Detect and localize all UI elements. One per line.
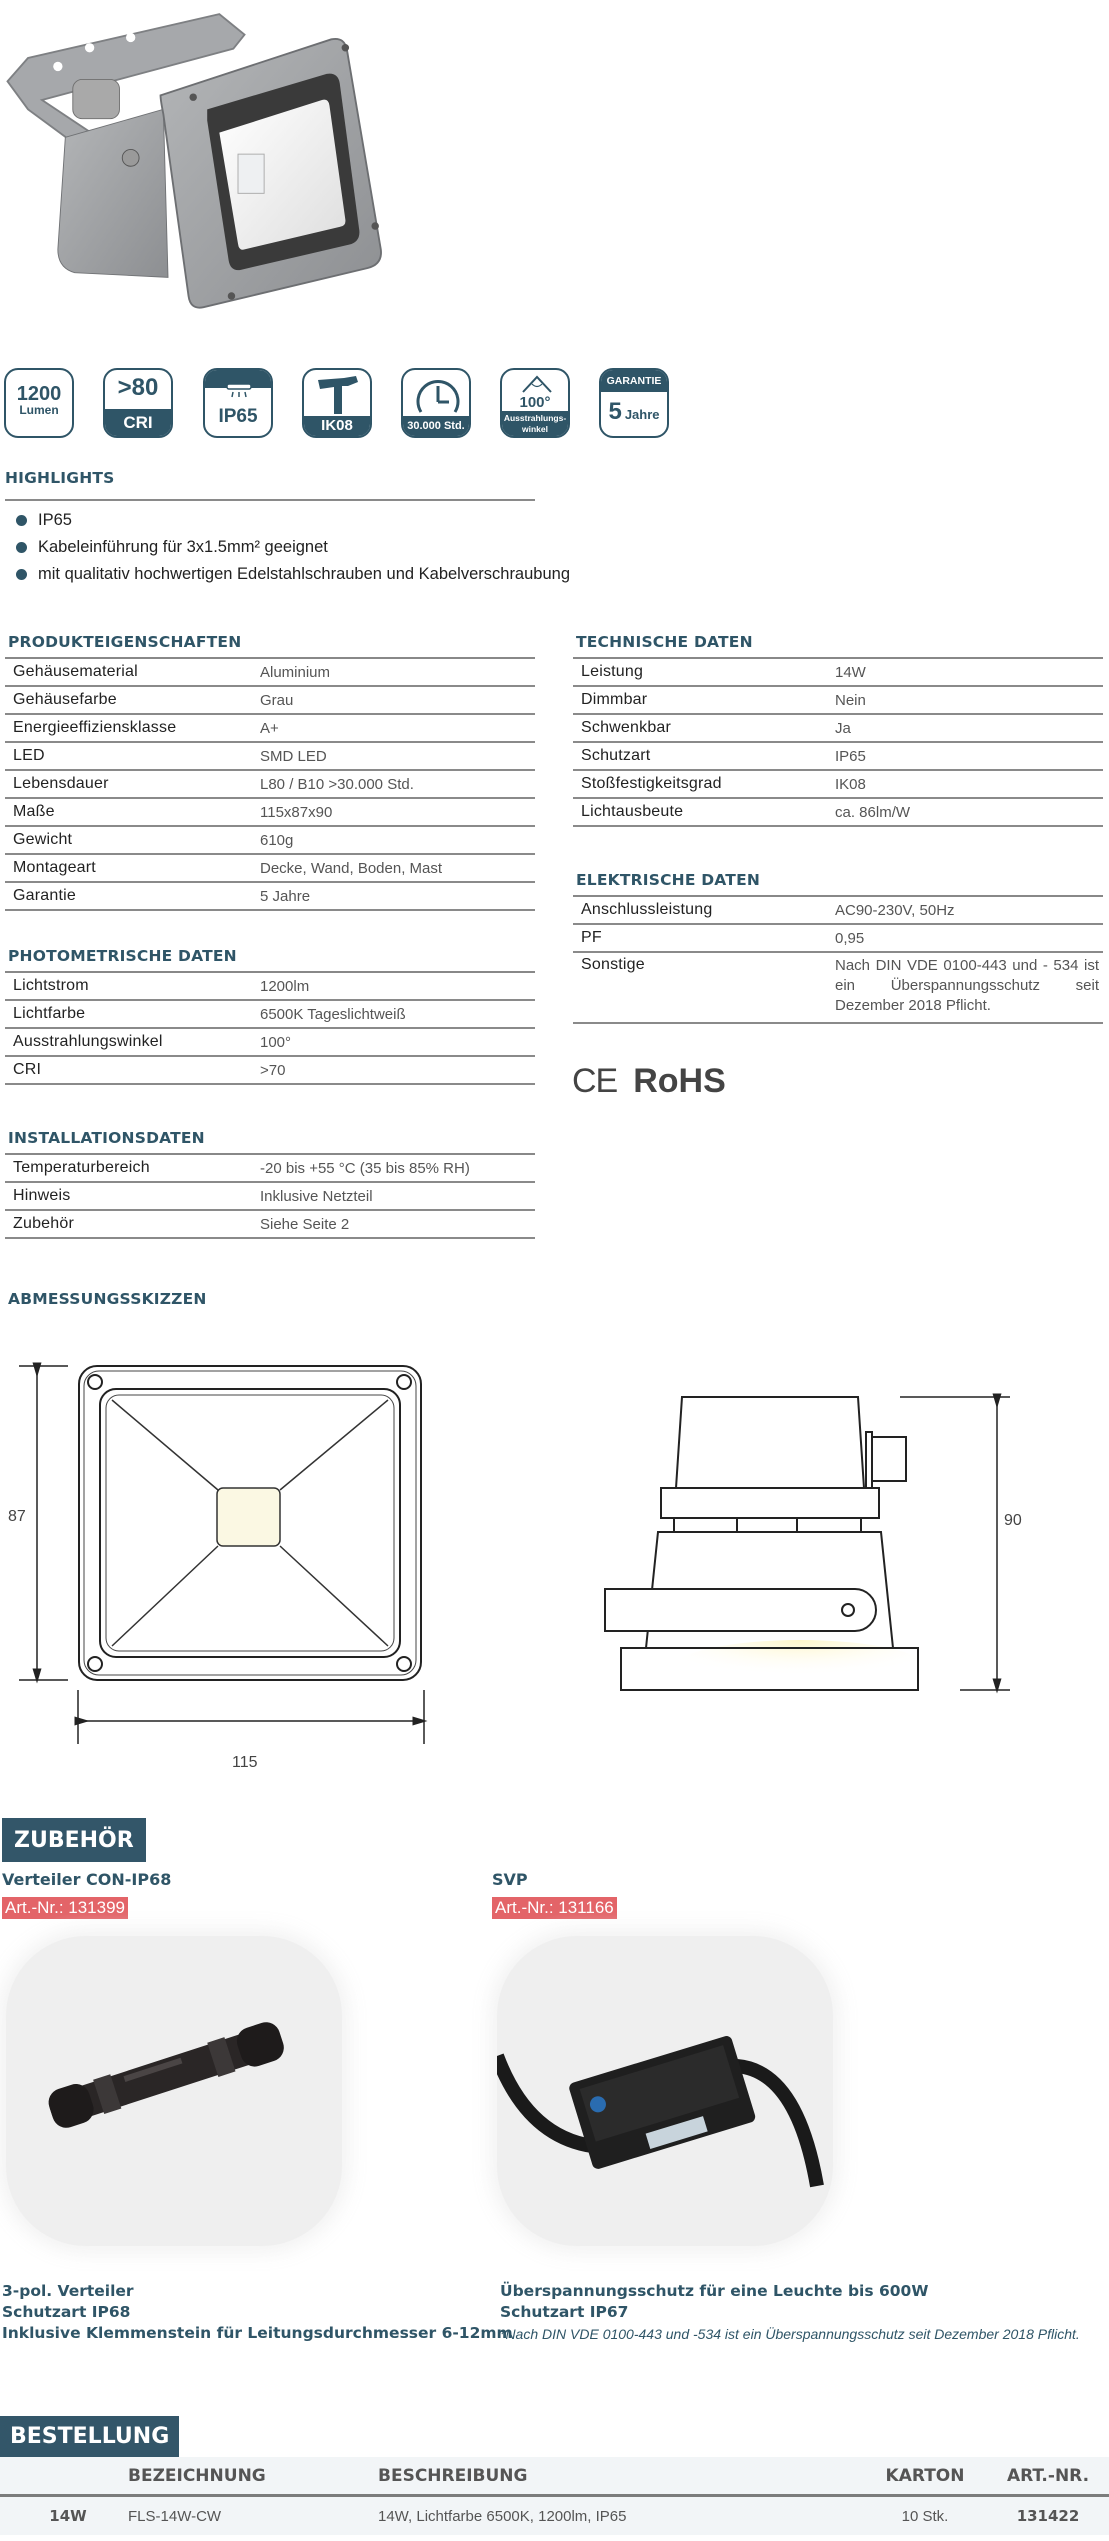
property-row [5,799,535,827]
property-key: Schutzart [581,747,651,764]
warranty-badge [599,368,669,438]
elektrische-heading: ELEKTRISCHE DATEN [576,871,761,889]
highlight-item [16,538,328,557]
property-row [5,1057,535,1085]
property-value: -20 bis +55 °C (35 bis 85% RH) [260,1159,470,1177]
property-value: IP65 [835,747,866,765]
ce-mark: CE [572,1062,618,1100]
desc-line: Inklusive Klemmenstein für Leitungsdurchmesser 6-12mm [2,2324,513,2342]
lifetime-badge [401,368,471,438]
warranty-label: Jahre [624,407,660,422]
height-dimension-side: 90 [1004,1512,1022,1529]
col-header-karton: KARTON [885,2465,965,2486]
property-row [573,687,1103,715]
property-row [573,799,1103,827]
highlight-item [16,511,72,530]
beam-angle-badge [500,368,570,438]
property-key: Hinweis [13,1187,71,1204]
property-value: Nein [835,691,866,709]
property-key: Montageart [13,859,96,876]
property-key: Gewicht [13,831,73,848]
elektrische-table [573,895,1103,1024]
property-key: Garantie [13,887,76,904]
bullet-icon [16,569,27,580]
cri-label: CRI [105,409,171,436]
accessory-name: SVP [492,1870,528,1889]
bullet-icon [16,542,27,553]
technische-table [573,657,1103,827]
zubehoer-heading: ZUBEHÖR [2,1818,146,1862]
property-row [5,1211,535,1239]
bestellung-heading: BESTELLUNG [0,2416,179,2457]
highlight-text: Kabeleinführung für 3x1.5mm² geeignet [38,538,328,556]
property-key: Lichtstrom [13,977,89,994]
property-key: Stoßfestigkeitsgrad [581,775,722,792]
front-view-sketch [0,1350,480,1750]
property-value: Aluminium [260,663,331,681]
property-value: IK08 [835,775,866,793]
property-key: Dimmbar [581,691,648,708]
property-row [573,897,1103,925]
property-key: Lichtausbeute [581,803,684,820]
accessory-note: *Nach DIN VDE 0100-443 und -534 ist ein Überspannungsschutz seit Dezember 2018 Pflicht. [500,2326,1080,2342]
property-value: 5 Jahre [260,887,311,905]
lumen-value: 1200 [16,383,62,405]
desc-line: Schutzart IP68 [2,2303,131,2321]
light-rays-icon [225,382,253,398]
property-value: Nach DIN VDE 0100-443 und - 534 ist ein Überspannungsschutz seit Dezember 2018 Pflicht. [835,957,1099,1014]
bullet-icon [16,515,27,526]
property-row [5,1029,535,1057]
accessory-image-svp [497,1936,833,2246]
col-header-beschreibung: BESCHREIBUNG [378,2465,528,2486]
clock-icon [413,376,463,416]
property-row [5,855,535,883]
property-key: Energieeffiziensklasse [13,719,177,736]
rohs-mark: RoHS [633,1062,726,1100]
property-value: 1200lm [260,977,310,995]
photometrische-heading: PHOTOMETRISCHE DATEN [8,947,237,965]
width-dimension-front: 115 [232,1754,258,1771]
accessory-description [2,2281,513,2344]
sketches-heading: ABMESSUNGSSKIZZEN [8,1290,207,1308]
installation-table [5,1153,535,1239]
order-beschreibung: 14W, Lichtfarbe 6500K, 1200lm, IP65 [378,2507,627,2525]
property-row [573,771,1103,799]
property-value: 610g [260,831,294,849]
ik-label: IK08 [304,416,370,436]
property-value: Inklusive Netzteil [260,1187,373,1205]
ip-badge [203,368,273,438]
property-value: Decke, Wand, Boden, Mast [260,859,443,877]
property-row [573,953,1103,1024]
order-power: 14W [49,2507,87,2525]
property-key: Ausstrahlungswinkel [13,1033,163,1050]
property-key: Lichtfarbe [13,1005,86,1022]
property-row [573,659,1103,687]
desc-line: Überspannungsschutz für eine Leuchte bis 600W [500,2282,929,2300]
hammer-icon [314,374,362,416]
property-key: Lebensdauer [13,775,109,792]
property-row [5,827,535,855]
property-key: Temperaturbereich [13,1159,150,1176]
product-photo [0,0,420,340]
desc-line: 3-pol. Verteiler [2,2282,134,2300]
property-value: Grau [260,691,294,709]
highlight-item [16,565,570,584]
property-row [5,883,535,911]
order-table [0,2457,1109,2535]
highlight-text: mit qualitativ hochwertigen Edelstahlschrauben und Kabelverschraubung [38,565,570,583]
beam-value: 100° [519,394,551,411]
property-row [5,659,535,687]
order-karton: 10 Stk. [901,2507,949,2525]
property-row [5,1183,535,1211]
property-value: 0,95 [835,929,865,947]
ip-label: IP65 [218,406,258,427]
accessory-description [500,2281,928,2323]
property-row [573,925,1103,953]
property-row [573,715,1103,743]
warranty-years: 5 [608,398,622,425]
property-value: 100° [260,1033,292,1051]
highlight-text: IP65 [38,511,72,529]
height-dimension-front: 87 [8,1508,26,1525]
certifications [572,1062,726,1101]
property-row [5,687,535,715]
property-key: Maße [13,803,55,820]
property-key: Zubehör [13,1215,74,1232]
produkteigenschaften-heading: PRODUKTEIGENSCHAFTEN [8,633,242,651]
highlights-divider [5,499,535,501]
col-header-bezeichnung: BEZEICHNUNG [128,2465,266,2486]
property-row [5,743,535,771]
property-key: Sonstige [581,956,645,973]
property-row [5,771,535,799]
beam-angle-icon [520,374,554,394]
surge-protector-photo [497,1936,833,2246]
property-row [5,973,535,1001]
property-key: Anschlussleistung [581,901,713,918]
property-key: Leistung [581,663,644,680]
highlights-heading: HIGHLIGHTS [5,469,115,487]
property-value: Ja [835,719,851,737]
property-key: Gehäusematerial [13,663,138,680]
beam-label: Ausstrahlungs-winkel [503,413,567,434]
order-bezeichnung: FLS-14W-CW [128,2507,222,2525]
property-row [5,715,535,743]
warranty-header: GARANTIE [601,370,667,392]
led-chip [217,1488,280,1546]
produkteigenschaften-table [5,657,535,911]
property-value: 6500K Tageslichtweiß [260,1005,406,1023]
property-key: CRI [13,1061,42,1078]
order-row [0,2497,1109,2535]
property-value: ca. 86lm/W [835,803,911,821]
property-row [573,743,1103,771]
ik-badge [302,368,372,438]
property-value: L80 / B10 >30.000 Std. [260,775,414,793]
property-row [5,1155,535,1183]
property-value: 14W [835,663,866,681]
installation-heading: INSTALLATIONSDATEN [8,1129,205,1147]
technische-heading: TECHNISCHE DATEN [576,633,753,651]
accessory-name: Verteiler CON-IP68 [2,1870,172,1889]
property-value: >70 [260,1061,286,1079]
property-value: Siehe Seite 2 [260,1215,350,1233]
connector-photo [6,1936,342,2246]
side-view-sketch [590,1370,1030,1700]
property-row [5,1001,535,1029]
property-value: SMD LED [260,747,327,765]
property-key: PF [581,929,602,946]
accessory-artnr: Art.-Nr.: 131166 [492,1897,617,1919]
accessory-image-verteiler [6,1936,342,2246]
order-table-header [0,2457,1109,2497]
property-key: Gehäusefarbe [13,691,117,708]
property-value: A+ [260,719,279,737]
lumen-badge [4,368,74,438]
property-value: 115x87x90 [260,803,333,821]
col-header-artnr: ART.-NR. [1006,2465,1090,2486]
desc-line: Schutzart IP67 [500,2303,629,2321]
property-key: Schwenkbar [581,719,672,736]
property-key: LED [13,747,45,764]
lumen-label: Lumen [19,403,59,417]
accessory-artnr: Art.-Nr.: 131399 [2,1897,128,1919]
cri-value: >80 [117,374,159,401]
order-artnr: 131422 [1016,2507,1080,2525]
property-value: AC90-230V, 50Hz [835,901,955,919]
lifetime-label: 30.000 Std. [403,416,469,436]
cri-badge [103,368,173,438]
photometrische-table [5,971,535,1085]
